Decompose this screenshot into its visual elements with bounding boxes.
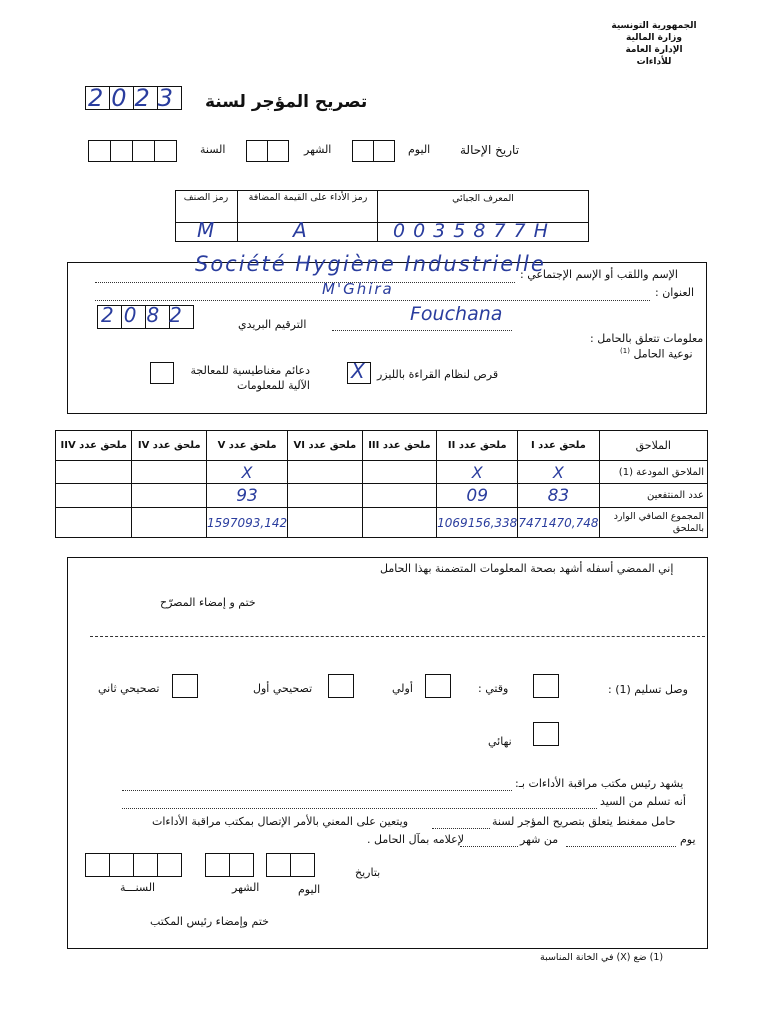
annex-cell[interactable] [362,484,437,508]
receipt-final-label: نهائي [488,735,512,748]
receipt-section [67,557,708,949]
magnetic-media-line1: دعائم مغناطيسية للمعالجة [190,364,310,377]
annex-cell[interactable]: X [206,461,287,484]
office-month-box[interactable] [229,853,254,877]
referral-year-box[interactable] [110,140,133,162]
table-row [56,461,708,484]
receipt-initial-checkbox[interactable] [425,674,451,698]
referral-month-label: الشهر [304,143,332,156]
annex-cell[interactable] [288,461,363,484]
certify-statement: إني الممضي أسفله أشهد بصحة المعلومات المتضمنة بهذا الحامل [380,562,674,575]
magnetic-media-checkbox[interactable] [150,362,174,384]
tva-code-header: رمز الأداء على القيمة المضافة [248,192,368,203]
annex-cell[interactable]: X [518,461,599,484]
certification-line3b: ويتعين على المعني بالأمر الإتصال بمكتب مراقبة الأداءات [152,815,409,828]
year-boxes [85,86,185,110]
annex-header-cell: الملاحق [599,431,708,461]
form-title: تصريح المؤجر لسنة [205,92,368,112]
office-month-box[interactable] [205,853,230,877]
office-day-label: اليوم [298,883,321,896]
certification-line4b: من شهر [520,833,559,846]
referral-month-box[interactable] [267,140,289,162]
receipt-temporary-label: وقتي : [478,682,509,695]
laser-disc-mark: X [351,359,365,383]
referral-year-box[interactable] [88,140,111,162]
annex-cell[interactable] [288,484,363,508]
laser-disc-label: قرص لنظام القراءة بالليزر [377,368,499,381]
receipt-label: وصل تسليم (1) : [608,683,688,696]
certification-line3a: حامل ممغنط يتعلق بتصريح المؤجر لسنة [492,815,676,828]
annex-cell[interactable] [288,508,363,538]
fiscal-id-value[interactable]: 0035877H [393,220,556,242]
annex-header-cell: ملحق عدد V [206,431,287,461]
annex-header-cell: ملحق عدد IV [132,431,207,461]
name-label: الإسم واللقب أو الإسم الإجتماعي : [520,268,678,281]
magnetic-media-label [180,363,310,393]
certification-line4a: يوم [680,833,696,846]
year-value: 2023 [88,84,182,112]
carrier-info-label: معلومات تتعلق بالحامل : [590,332,704,345]
referral-day-box[interactable] [373,140,395,162]
address-value[interactable]: M'Ghira [322,280,394,298]
tva-code-value[interactable]: A [293,218,307,242]
carrier-type-text: نوعية الحامل [633,347,693,361]
annex-header-cell: ملحق عدد I [518,431,599,461]
annex-header-row [56,431,708,461]
office-year-box[interactable] [157,853,182,877]
annex-cell[interactable]: X [437,461,518,484]
annex-header-cell: ملحق عدد II [437,431,518,461]
annex-row-label: المجموع الصافي الوارد بالملحق [599,508,708,538]
table-row [56,508,708,538]
annex-cell[interactable] [362,508,437,538]
office-year-box[interactable] [85,853,110,877]
header-ministry: وزارة المالية [626,33,682,43]
annex-cell[interactable]: 93 [206,484,287,508]
annex-header-cell: ملحق عدد IIV [56,431,132,461]
annex-header-cell: ملحق عدد VI [288,431,363,461]
annex-cell[interactable] [56,461,132,484]
annex-cell[interactable] [132,484,207,508]
city-value[interactable]: Fouchana [410,303,503,325]
annex-cell[interactable]: 7471470,748 [518,508,599,538]
annex-row-label: الملاحق المودعة (1) [599,461,708,484]
table-row [56,484,708,508]
fiscal-id-header: المعرف الجبائي [452,193,514,204]
name-value[interactable]: Société Hygiène Industrielle [195,252,546,276]
postal-code-value: 2082 [101,303,192,327]
office-year-box[interactable] [133,853,158,877]
referral-month-box[interactable] [246,140,268,162]
receipt-second-correction-label: تصحيحي ثاني [98,682,160,695]
annex-cell[interactable] [362,461,437,484]
annex-cell[interactable] [56,484,132,508]
address-label: العنوان : [655,286,695,299]
postal-code-label: الترقيم البريدي [238,318,307,331]
office-month-label: الشهر [232,881,260,894]
annex-header-cell: ملحق عدد III [362,431,437,461]
office-day-box[interactable] [266,853,291,877]
ministry-header [608,20,700,68]
annex-row-label: عدد المنتفعين [599,484,708,508]
receipt-final-checkbox[interactable] [533,722,559,746]
header-directorate: الإدارة العامة للأداءات [625,45,683,67]
receipt-second-correction-checkbox[interactable] [172,674,198,698]
referral-day-box[interactable] [352,140,374,162]
receipt-temporary-checkbox[interactable] [533,674,559,698]
category-code-value[interactable]: M [197,218,215,242]
annex-table [55,430,708,538]
annex-cell[interactable]: 1069156,338 [437,508,518,538]
category-code-header: رمز الصنف [183,192,229,203]
certification-line2: أنه تسلم من السيد [600,795,686,808]
referral-year-box[interactable] [132,140,155,162]
referral-day-label: اليوم [408,143,431,156]
annex-cell[interactable]: 09 [437,484,518,508]
carrier-type-label [620,347,693,361]
footnote: (1) ضع (X) في الخانة المناسبة [540,952,664,963]
office-stamp-label: ختم وإمضاء رئيس المكتب [150,915,269,928]
certification-line4c: لإعلامه بمآل الحامل . [367,833,465,846]
receipt-first-correction-label: تصحيحي أول [253,682,313,695]
postal-code-boxes [97,305,193,329]
referral-date-label: تاريخ الإحالة [460,143,520,157]
annex-cell[interactable]: 83 [518,484,599,508]
receipt-initial-label: أولي [392,682,413,695]
annex-cell[interactable] [132,508,207,538]
office-year-label: السنـــة [120,881,156,894]
carrier-type-note: (1) [620,347,630,355]
id-table [175,190,589,242]
certification-line1: يشهد رئيس مكتب مراقبة الأداءات بـ: [515,777,684,790]
header-republic: الجمهورية التونسية [611,21,697,31]
office-year-box[interactable] [109,853,134,877]
referral-year-box[interactable] [154,140,177,162]
referral-year-label: السنة [200,143,226,156]
declarant-stamp-label: ختم و إمضاء المصرّح [160,596,256,609]
annex-cell[interactable] [132,461,207,484]
receipt-first-correction-checkbox[interactable] [328,674,354,698]
magnetic-media-line2: الآلية للمعلومات [237,379,310,392]
annex-cell[interactable]: 1597093,142 [206,508,287,538]
office-day-box[interactable] [290,853,315,877]
annex-cell[interactable] [56,508,132,538]
office-date-label: بتاريخ [355,866,381,879]
